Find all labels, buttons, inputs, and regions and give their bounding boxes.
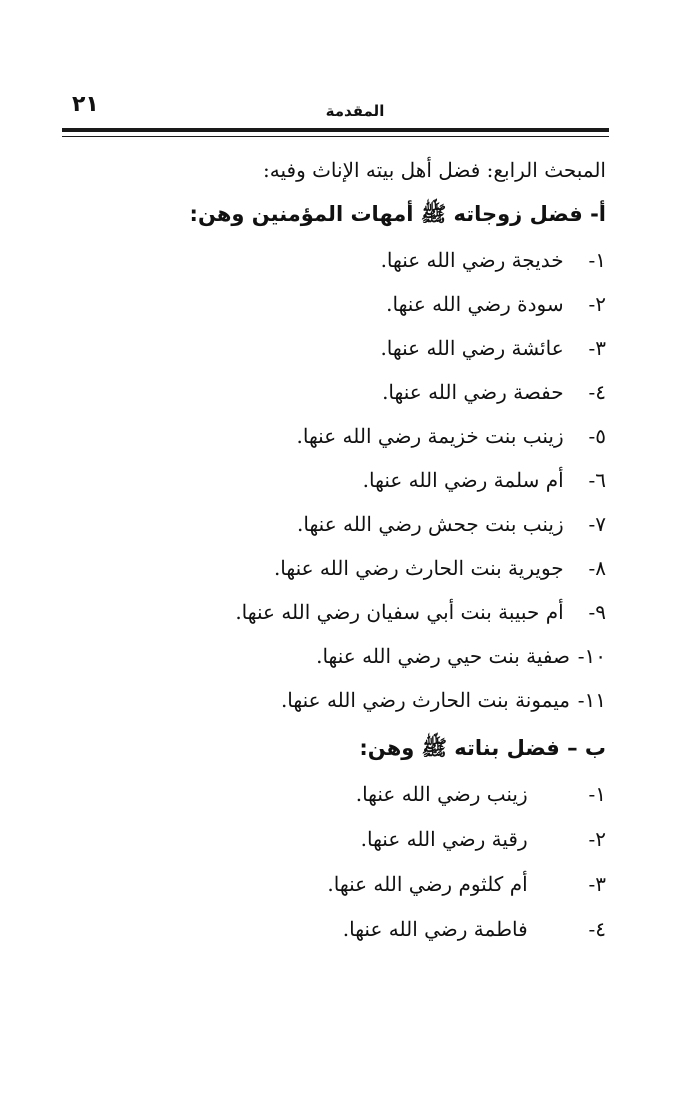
list-item [186, 862, 606, 907]
item-text: أم حبيبة بنت أبي سفيان رضي الله عنها. [235, 600, 564, 624]
item-number: ١- [588, 248, 606, 272]
header-rule-thick [62, 128, 609, 132]
list-item [186, 907, 606, 952]
list-item [186, 458, 606, 502]
item-text: صفية بنت حيي رضي الله عنها. [316, 644, 570, 668]
item-number: ٤- [588, 917, 606, 941]
list-item [186, 326, 606, 370]
running-title: المقدمة [325, 102, 385, 120]
list-item [186, 238, 606, 282]
item-text: جويرية بنت الحارث رضي الله عنها. [273, 556, 564, 580]
item-number: ٨- [588, 556, 606, 580]
item-text: رقية رضي الله عنها. [360, 827, 528, 851]
item-text: أم كلثوم رضي الله عنها. [327, 872, 528, 896]
list-item [186, 772, 606, 817]
list-item [186, 414, 606, 458]
list-item [186, 634, 606, 678]
list-item [186, 370, 606, 414]
item-text: خديجة رضي الله عنها. [380, 248, 564, 272]
item-text: عائشة رضي الله عنها. [380, 336, 564, 360]
item-number: ٥- [588, 424, 606, 448]
header-rule-thin [62, 136, 609, 137]
item-text: زينب بنت جحش رضي الله عنها. [297, 512, 564, 536]
section-intro: المبحث الرابع: فضل أهل بيته الإناث وفيه: [263, 158, 606, 182]
list-item [186, 817, 606, 862]
item-text: زينب رضي الله عنها. [355, 782, 528, 806]
list-item [186, 678, 606, 722]
item-number: ٣- [588, 336, 606, 360]
item-text: زينب بنت خزيمة رضي الله عنها. [296, 424, 564, 448]
daughters-list [186, 772, 606, 952]
item-number: ٩- [588, 600, 606, 624]
page-number: ٢١ [72, 92, 99, 117]
item-number: ١١- [577, 688, 606, 712]
item-text: أم سلمة رضي الله عنها. [362, 468, 564, 492]
item-number: ٢- [588, 292, 606, 316]
item-number: ٢- [588, 827, 606, 851]
item-number: ١- [588, 782, 606, 806]
item-number: ٧- [588, 512, 606, 536]
item-text: حفصة رضي الله عنها. [382, 380, 564, 404]
item-number: ٦- [588, 468, 606, 492]
section-a-heading: أ- فضل زوجاته ﷺ أمهات المؤمنين وهن: [189, 202, 606, 226]
item-number: ٣- [588, 872, 606, 896]
list-item [186, 546, 606, 590]
list-item [186, 282, 606, 326]
section-b-heading: ب – فضل بناته ﷺ وهن: [359, 736, 606, 760]
page-content [186, 150, 606, 952]
list-item [186, 590, 606, 634]
item-number: ١٠- [577, 644, 606, 668]
item-text: ميمونة بنت الحارث رضي الله عنها. [280, 688, 570, 712]
item-number: ٤- [588, 380, 606, 404]
list-item [186, 502, 606, 546]
item-text: فاطمة رضي الله عنها. [342, 917, 528, 941]
wives-list [186, 238, 606, 722]
item-text: سودة رضي الله عنها. [386, 292, 564, 316]
